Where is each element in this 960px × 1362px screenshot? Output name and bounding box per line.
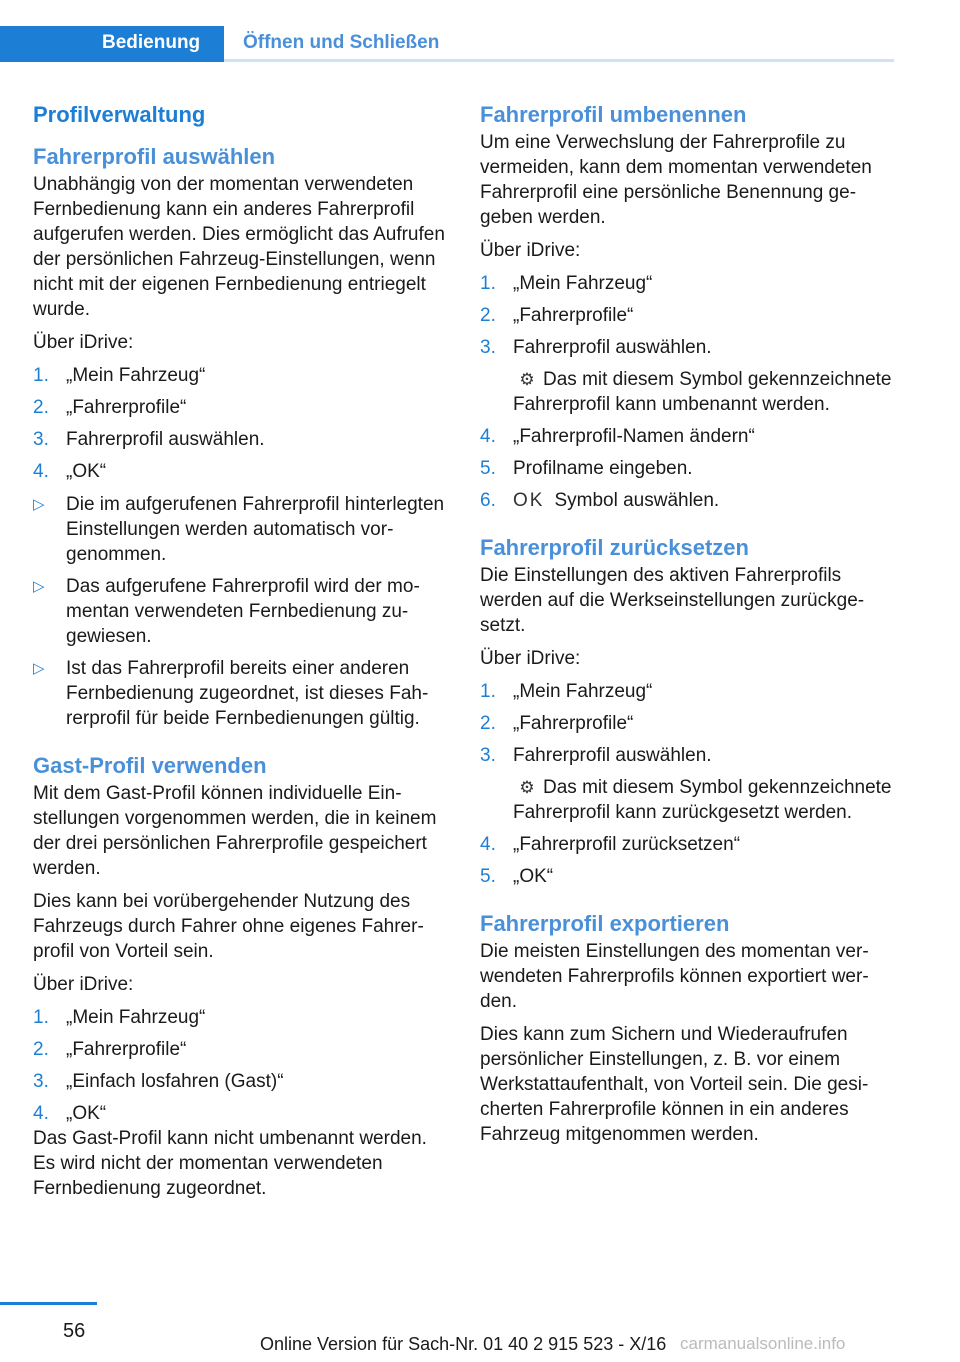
step-number: 1. [480, 273, 496, 294]
paragraph: Dies kann bei vorübergehender Nutzung des Fahrzeugs durch Fahrer ohne eigenes Fahrerprofil von Vorteil sein. [33, 891, 424, 962]
paragraph: Unabhängig von der momentan verwendeten Fernbedienung kann ein anderes Fahrerprofil aufgerufen werden. Dies ermöglicht das Aufrufen der persönlichen Fahrzeug-Einstellungen, wenn nicht mit der eigenen Fernbedienung entriegelt wurde. [33, 174, 445, 320]
list-item [33, 574, 448, 649]
step-number: 2. [33, 1039, 49, 1060]
list-item [480, 488, 895, 513]
list-item [480, 743, 895, 768]
step-number: 4. [480, 426, 496, 447]
bullet-text: Das aufgerufene Fahrerprofil wird der momentan verwendeten Fernbedienung zugewiesen. [66, 576, 420, 647]
heading-select-profile: Fahrerprofil auswählen [33, 144, 276, 169]
heading-rename-profile: Fahrerprofil umbenennen [480, 102, 747, 127]
bullet-list [33, 492, 448, 731]
list-item [480, 679, 895, 704]
step-text: „Mein Fahrzeug“ [513, 681, 653, 702]
step-number: 1. [33, 1007, 49, 1028]
steps-list [480, 832, 895, 889]
list-item [480, 832, 895, 857]
list-item [480, 864, 895, 889]
list-item [33, 492, 448, 567]
triangle-right-icon: ▷ [33, 660, 45, 677]
note-text: Das mit diesem Symbol gekennzeichnete Fahrerprofil kann umbenannt werden. [513, 369, 892, 415]
list-item [33, 1005, 448, 1030]
triangle-right-icon: ▷ [33, 578, 45, 595]
step-number: 1. [480, 681, 496, 702]
step-text: „Mein Fahrzeug“ [66, 365, 206, 386]
step-number: 4. [33, 1103, 49, 1124]
right-column [480, 100, 895, 1155]
list-item [480, 271, 895, 296]
steps-list [480, 679, 895, 768]
step-number: 4. [33, 461, 49, 482]
step-text: Fahrerprofil auswählen. [66, 429, 265, 450]
list-item [33, 363, 448, 388]
step-number: 3. [480, 745, 496, 766]
page-header [0, 26, 894, 62]
step-number: 3. [480, 337, 496, 358]
gear-icon: ⚙ [519, 778, 535, 797]
list-item [33, 1037, 448, 1062]
paragraph: Mit dem Gast-Profil können individuelle Einstellungen vorgenommen werden, die in keinem der drei persönlichen Fahrerprofile gespeichert werden. [33, 783, 437, 879]
list-item [480, 711, 895, 736]
bullet-text: Ist das Fahrerprofil bereits einer anderen Fernbedienung zugeordnet, ist dieses Fahrerprofil für beide Fernbedienungen gültig. [66, 658, 429, 729]
step-number: 2. [480, 713, 496, 734]
step-number: 6. [480, 490, 496, 511]
via-idrive: Über iDrive: [480, 240, 581, 261]
step-text: Profilname eingeben. [513, 458, 693, 479]
step-text: „Fahrerprofile“ [513, 713, 634, 734]
paragraph: Um eine Verwechslung der Fahrerprofile zu vermeiden, kann dem momentan verwendeten Fahrerprofil eine persönliche Benennung gegeben werden. [480, 132, 872, 228]
list-item [33, 459, 448, 484]
steps-list [33, 363, 448, 484]
chapter-tab: Bedienung [0, 26, 224, 62]
list-item [33, 427, 448, 452]
list-item [480, 335, 895, 360]
steps-list [480, 424, 895, 513]
step-number: 1. [33, 365, 49, 386]
step-text: „Fahrerprofil zurücksetzen“ [513, 834, 741, 855]
step-text: Fahrerprofil auswählen. [513, 745, 712, 766]
list-item [33, 1101, 448, 1126]
footer-rule [0, 1302, 97, 1305]
step-number: 3. [33, 1071, 49, 1092]
list-item [33, 1069, 448, 1094]
steps-list [480, 271, 895, 360]
via-idrive: Über iDrive: [480, 648, 581, 669]
step-text: „Fahrerprofile“ [513, 305, 634, 326]
step-number: 4. [480, 834, 496, 855]
section-tab: Öffnen und Schließen [243, 32, 440, 53]
list-item [33, 656, 448, 731]
page-title: Profilverwaltung [33, 102, 206, 127]
step-text: „OK“ [513, 866, 554, 887]
step-text: Fahrerprofil auswählen. [513, 337, 712, 358]
bullet-text: Die im aufgerufenen Fahrerprofil hinterlegten Einstellungen werden automatisch vorgenommen. [66, 494, 445, 565]
note-text: Das mit diesem Symbol gekennzeichnete Fahrerprofil kann zurückgesetzt werden. [513, 777, 892, 823]
heading-reset-profile: Fahrerprofil zurücksetzen [480, 535, 749, 560]
step-number: 2. [480, 305, 496, 326]
left-column [33, 100, 448, 1209]
triangle-right-icon: ▷ [33, 496, 45, 513]
list-item [480, 456, 895, 481]
page-number: 56 [63, 1320, 86, 1342]
step-text: „Einfach losfahren (Gast)“ [66, 1071, 284, 1092]
via-idrive: Über iDrive: [33, 332, 134, 353]
step-text: „Fahrerprofile“ [66, 397, 187, 418]
step-number: 5. [480, 866, 496, 887]
step-text: „OK“ [66, 461, 107, 482]
symbol-note [480, 775, 895, 825]
via-idrive: Über iDrive: [33, 974, 134, 995]
list-item [33, 395, 448, 420]
list-item [480, 303, 895, 328]
paragraph: Die meisten Einstellungen des momentan verwendeten Fahrerprofils können exportiert werden. [480, 941, 869, 1012]
ok-symbol-icon: OK [513, 490, 545, 511]
paragraph: Das Gast-Profil kann nicht umbenannt werden. Es wird nicht der momentan verwendeten Fernbedienung zugeordnet. [33, 1128, 427, 1199]
symbol-note [480, 367, 895, 417]
online-version-note: Online Version für Sach-Nr. 01 40 2 915 523 - X/16 [260, 1334, 667, 1354]
step-text: „Fahrerprofile“ [66, 1039, 187, 1060]
step-text: „Mein Fahrzeug“ [66, 1007, 206, 1028]
paragraph: Dies kann zum Sichern und Wiederaufrufen persönlicher Einstellungen, z. B. vor einem Werkstattaufenthalt, von Vorteil sein. Die gesicherten Fahrerprofile können in ein anderes Fahrzeug mitgenommen werden. [480, 1024, 869, 1145]
step-text: „OK“ [66, 1103, 107, 1124]
watermark: carmanualsonline.info [680, 1334, 846, 1353]
step-text: „Fahrerprofil-Namen ändern“ [513, 426, 755, 447]
step-number: 3. [33, 429, 49, 450]
steps-list [33, 1005, 448, 1126]
step-text: Symbol auswählen. [554, 490, 720, 511]
heading-guest-profile: Gast-Profil verwenden [33, 753, 267, 778]
gear-icon: ⚙ [519, 370, 535, 389]
step-number: 5. [480, 458, 496, 479]
step-number: 2. [33, 397, 49, 418]
heading-export-profile: Fahrerprofil exportieren [480, 911, 730, 936]
paragraph: Die Einstellungen des aktiven Fahrerprofils werden auf die Werkseinstellungen zurückgesetzt. [480, 565, 865, 636]
list-item [480, 424, 895, 449]
step-text: „Mein Fahrzeug“ [513, 273, 653, 294]
